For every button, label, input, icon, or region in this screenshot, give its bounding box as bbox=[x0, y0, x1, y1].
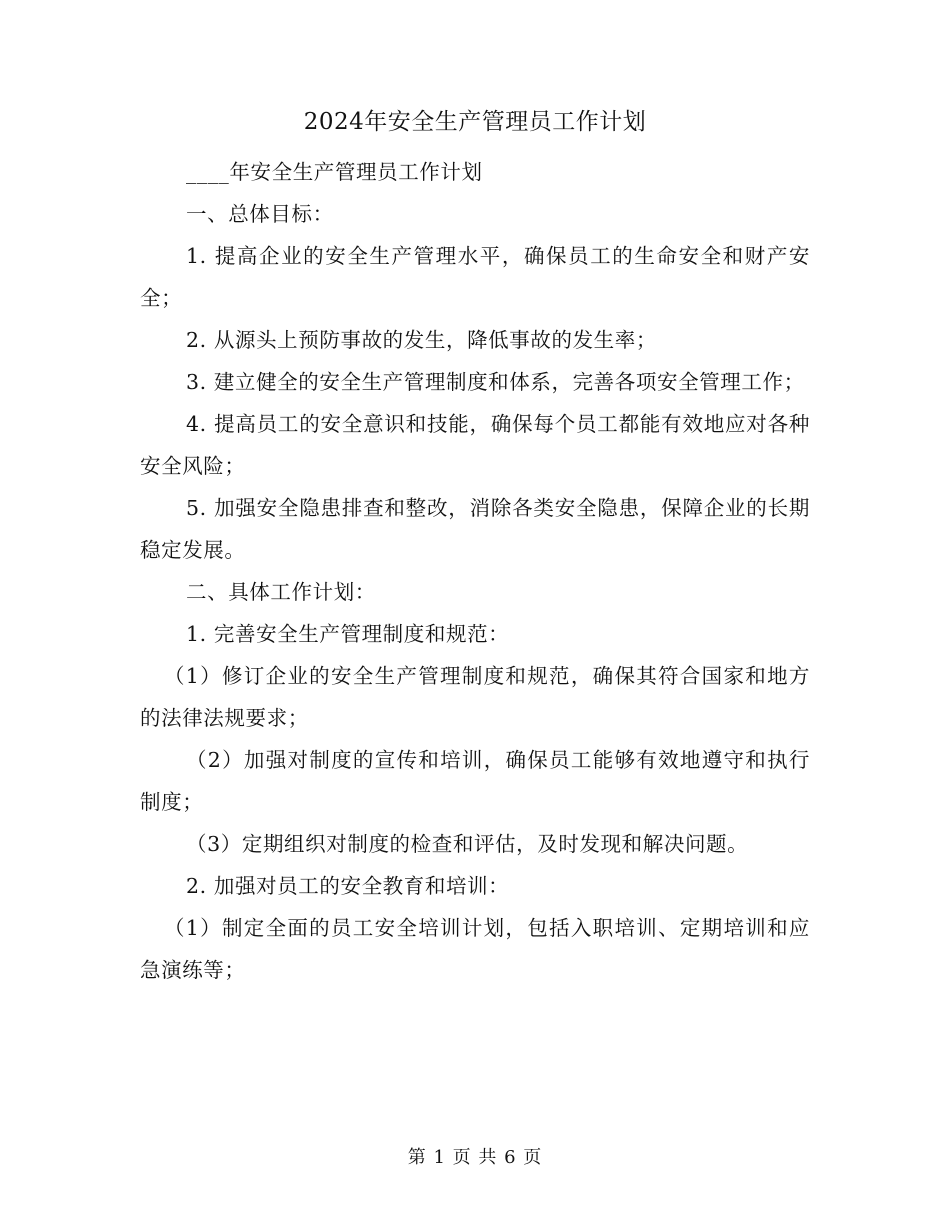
paragraph-0: ____年安全生产管理员工作计划 bbox=[186, 160, 483, 184]
document-title: 2024年安全生产管理员工作计划 bbox=[303, 109, 647, 135]
paragraph-3: 2. 从源头上预防事故的发生，降低事故的发生率； bbox=[186, 328, 657, 352]
paragraph-8: 1. 完善安全生产管理制度和规范： bbox=[186, 622, 510, 646]
document-body bbox=[140, 151, 810, 991]
paragraph-10: （2）加强对制度的宣传和培训，确保员工能够有效地遵守和执行制度； bbox=[140, 748, 810, 814]
paragraph-13: （1）制定全面的员工安全培训计划，包括入职培训、定期培训和应急演练等； bbox=[140, 916, 810, 982]
paragraph-2: 1. 提高企业的安全生产管理水平，确保员工的生命安全和财产安全； bbox=[140, 244, 810, 310]
paragraph-11: （3）定期组织对制度的检查和评估，及时发现和解决问题。 bbox=[186, 832, 749, 856]
paragraph-6: 5. 加强安全隐患排查和整改，消除各类安全隐患，保障企业的长期稳定发展。 bbox=[140, 496, 810, 562]
paragraph-4: 3. 建立健全的安全生产管理制度和体系，完善各项安全管理工作； bbox=[186, 370, 805, 394]
paragraph-7: 二、具体工作计划： bbox=[186, 580, 376, 604]
paragraph-5: 4. 提高员工的安全意识和技能，确保每个员工都能有效地应对各种安全风险； bbox=[140, 412, 810, 478]
paragraph-1: 一、总体目标： bbox=[186, 202, 334, 226]
paragraph-9: （1）修订企业的安全生产管理制度和规范，确保其符合国家和地方的法律法规要求； bbox=[140, 664, 810, 730]
page-footer: 第 1 页 共 6 页 bbox=[407, 1147, 543, 1168]
paragraph-12: 2. 加强对员工的安全教育和培训： bbox=[186, 874, 510, 898]
